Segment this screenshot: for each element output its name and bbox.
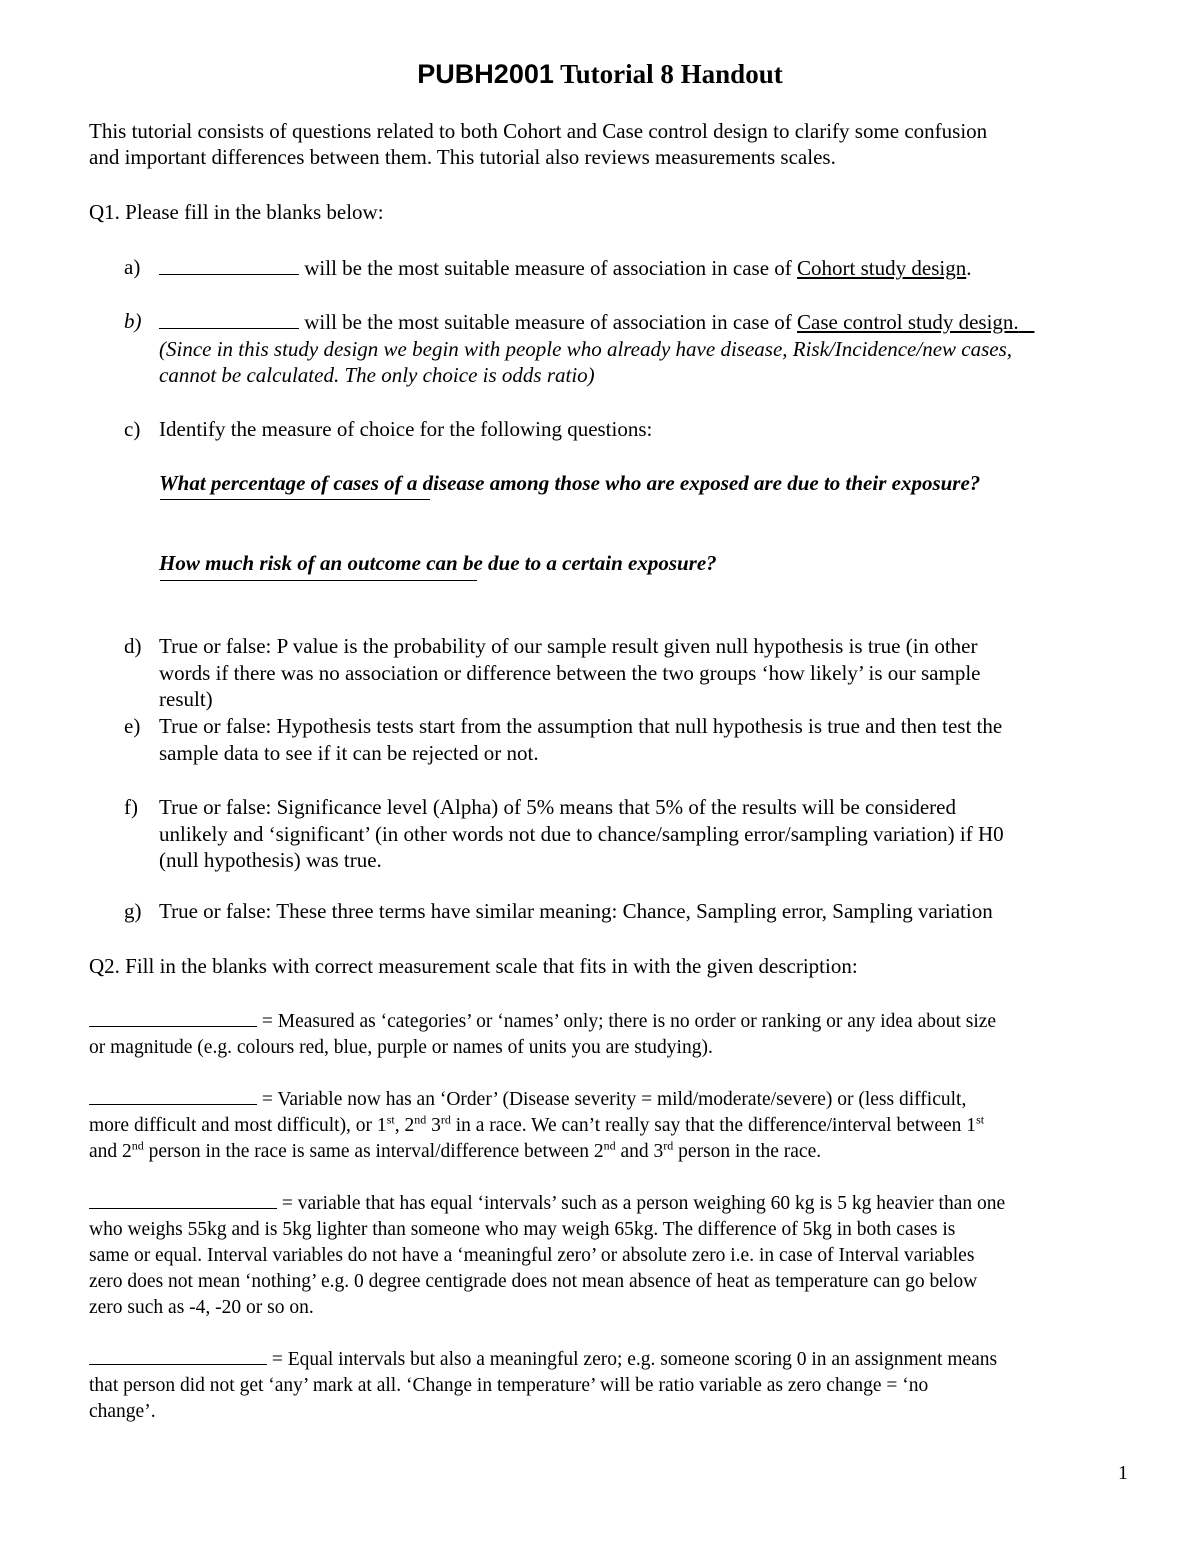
answer-line[interactable] xyxy=(160,499,430,500)
item-label: c) xyxy=(124,417,141,441)
answer-line[interactable] xyxy=(160,580,477,581)
q2-heading: Q2. Fill in the blanks with correct measurement scale that fits in with the given description: xyxy=(89,954,858,978)
item-d-line-3: result) xyxy=(159,687,213,711)
q1-item-d xyxy=(124,633,1119,713)
case-control-study-design: Case control study design. xyxy=(797,310,1019,334)
answer-blank[interactable] xyxy=(89,1084,257,1105)
ratio-line-1: = Equal intervals but also a meaningful zero; e.g. someone scoring 0 in an assignment means xyxy=(267,1349,998,1370)
q1-c-question-1: What percentage of cases of a disease among those who are exposed are due to their exposure? xyxy=(159,471,981,495)
sup-nd: nd xyxy=(603,1138,616,1153)
cohort-study-design: Cohort study design xyxy=(797,256,967,280)
item-f-line-2: unlikely and ‘significant’ (in other words not due to chance/sampling error/sampling variation) if H0 xyxy=(159,821,1004,846)
ordinal-line-2c: 3 xyxy=(426,1115,441,1136)
q1-item-a xyxy=(124,254,1119,282)
sup-nd: nd xyxy=(414,1112,427,1127)
q1-c-question-2: How much risk of an outcome can be due to a certain exposure? xyxy=(159,551,717,575)
interval-line-3: same or equal. Interval variables do not have a ‘meaningful zero’ or absolute zero i.e. in case of Interval variables xyxy=(89,1245,975,1266)
sup-st: st xyxy=(386,1112,395,1127)
item-label: e) xyxy=(124,714,141,738)
item-label: f) xyxy=(124,795,138,819)
q1-item-e xyxy=(124,713,1119,766)
ordinal-line-3d: person in the race. xyxy=(673,1141,822,1162)
item-e-line-1: True or false: Hypothesis tests start from the assumption that null hypothesis is true and then test the xyxy=(159,714,1003,738)
sup-rd: rd xyxy=(440,1112,451,1127)
item-end: . xyxy=(966,256,972,280)
item-f-line-3: (null hypothesis) was true. xyxy=(159,848,382,872)
sup-rd: rd xyxy=(663,1138,674,1153)
ratio-line-3: change’. xyxy=(89,1401,156,1422)
ordinal-line-3c: and 3 xyxy=(615,1141,664,1162)
ordinal-line-3a: and 2 xyxy=(89,1141,132,1162)
interval-line-5: zero such as -4, -20 or so on. xyxy=(89,1297,314,1318)
item-text: will be the most suitable measure of association in case of xyxy=(299,310,798,334)
q2-interval xyxy=(89,1188,1119,1321)
item-g-line-1: True or false: These three terms have similar meaning: Chance, Sampling error, Sampling variation xyxy=(159,899,993,923)
page-title xyxy=(0,58,1200,90)
ordinal-line-2a: more difficult and most difficult), or 1 xyxy=(89,1115,387,1136)
item-text: Identify the measure of choice for the following questions: xyxy=(159,417,653,441)
q1-item-c xyxy=(124,416,1119,443)
interval-line-4: zero does not mean ‘nothing’ e.g. 0 degree centigrade does not mean absence of heat as temperature can go below xyxy=(89,1271,978,1292)
intro-paragraph xyxy=(89,118,1119,170)
answer-blank[interactable] xyxy=(89,1344,267,1365)
item-label: d) xyxy=(124,634,142,658)
ordinal-line-1: = Variable now has an ‘Order’ (Disease severity = mild/moderate/severe) or (less difficult, xyxy=(257,1089,967,1110)
item-label: a) xyxy=(124,255,141,279)
ordinal-line-3b: person in the race is same as interval/difference between 2 xyxy=(143,1141,604,1162)
sup-nd: nd xyxy=(131,1138,144,1153)
nominal-line-2: or magnitude (e.g. colours red, blue, purple or names of units you are studying). xyxy=(89,1037,713,1058)
page-number: 1 xyxy=(1118,1462,1128,1484)
intro-line-2: and important differences between them. This tutorial also reviews measurements scales. xyxy=(89,145,836,169)
item-b-note-1: (Since in this study design we begin with people who already have disease, Risk/Incidence/new cases, xyxy=(159,336,1013,361)
q2-ordinal xyxy=(89,1084,1119,1165)
item-label: g) xyxy=(124,899,142,923)
ordinal-line-2b: , 2 xyxy=(394,1115,415,1136)
q2-nominal xyxy=(89,1006,1119,1061)
ratio-line-2: that person did not get ‘any’ mark at all. ‘Change in temperature’ will be ratio variable as zero change = ‘no xyxy=(89,1375,929,1396)
item-text: will be the most suitable measure of association in case of xyxy=(299,256,798,280)
item-e-line-2: sample data to see if it can be rejected or not. xyxy=(159,740,539,765)
nominal-line-1: = Measured as ‘categories’ or ‘names’ only; there is no order or ranking or any idea about size xyxy=(257,1011,997,1032)
interval-line-2: who weighs 55kg and is 5kg lighter than someone who may weigh 65kg. The difference of 5kg in both cases is xyxy=(89,1219,956,1240)
item-d-line-2: words if there was no association or difference between the two groups ‘how likely’ is our sample xyxy=(159,660,981,685)
item-f-line-1: True or false: Significance level (Alpha) of 5% means that 5% of the results will be considered xyxy=(159,795,956,819)
course-code: PUBH2001 xyxy=(417,59,554,89)
q1-item-b xyxy=(124,308,1119,389)
item-b-note-2: cannot be calculated. The only choice is odds ratio) xyxy=(159,363,595,387)
q2-ratio xyxy=(89,1344,1119,1425)
interval-line-1: = variable that has equal ‘intervals’ such as a person weighing 60 kg is 5 kg heavier than one xyxy=(277,1193,1006,1214)
answer-blank[interactable] xyxy=(159,308,299,329)
title-text: Tutorial 8 Handout xyxy=(553,59,783,89)
ordinal-line-2d: in a race. We can’t really say that the difference/interval between 1 xyxy=(450,1115,977,1136)
intro-line-1: This tutorial consists of questions related to both Cohort and Case control design to clarify some confusion xyxy=(89,119,988,143)
q1-heading: Q1. Please fill in the blanks below: xyxy=(89,200,384,224)
answer-blank[interactable] xyxy=(89,1188,277,1209)
item-d-line-1: True or false: P value is the probability of our sample result given null hypothesis is true (in other xyxy=(159,634,978,658)
q1-item-g xyxy=(124,898,1119,925)
q1-item-f xyxy=(124,794,1119,874)
sup-st: st xyxy=(976,1112,985,1127)
answer-blank[interactable] xyxy=(159,254,299,275)
answer-blank[interactable] xyxy=(89,1006,257,1027)
item-label: b) xyxy=(124,309,142,333)
